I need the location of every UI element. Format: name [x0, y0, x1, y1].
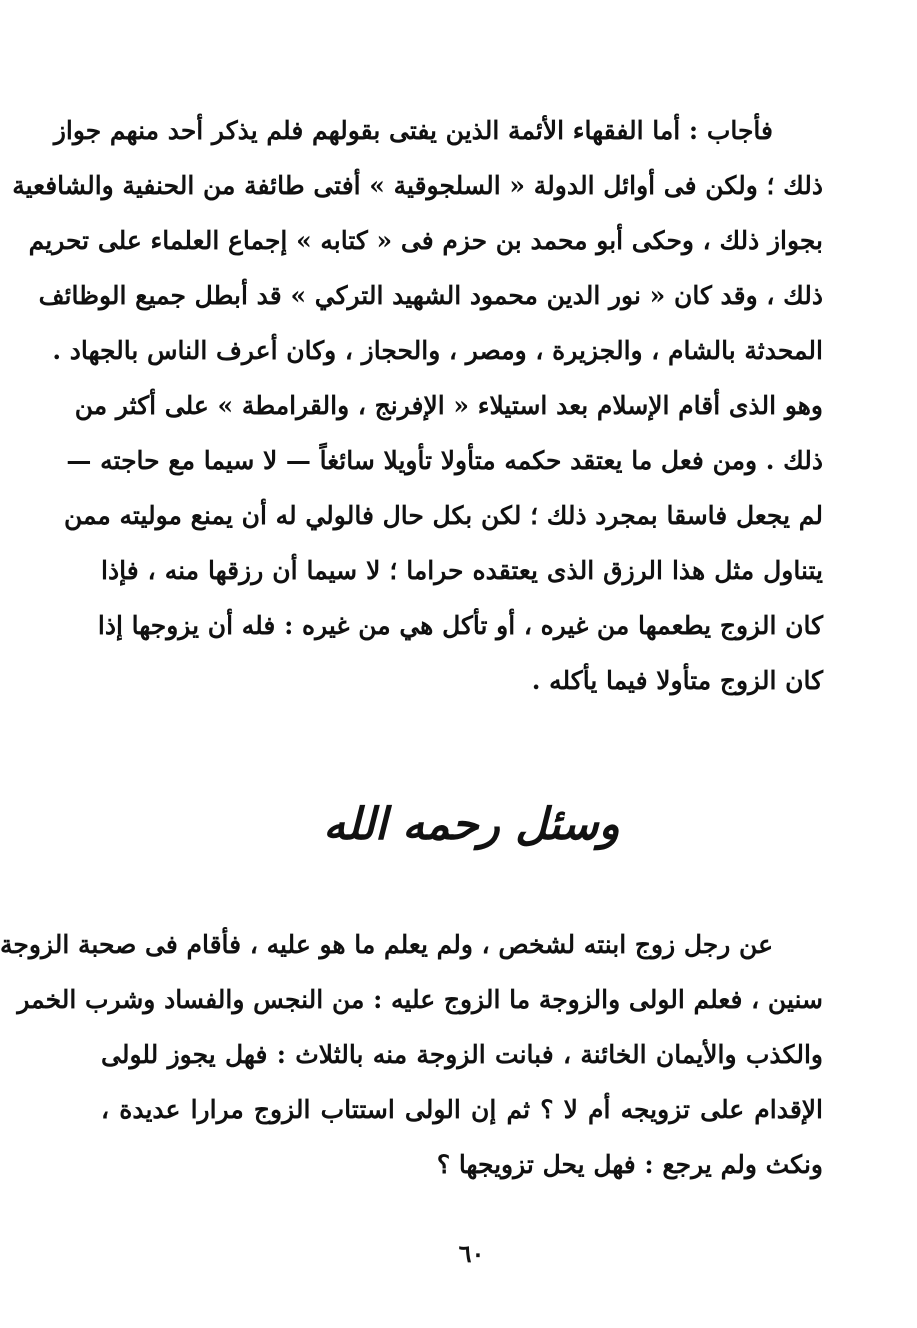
- text-line: يتناول مثل هذا الرزق الذى يعتقده حراما ؛ لا سيما أن رزقها منه ، فإذا: [101, 556, 823, 585]
- text-line: ذلك . ومن فعل ما يعتقد حكمه متأولا تأويلا سائغاً — لا سيما مع حاجته —: [66, 446, 823, 475]
- fatwa-answer-paragraph: [12, 103, 823, 708]
- text-line: المحدثة بالشام ، والجزيرة ، ومصر ، والحجاز ، وكان أعرف الناس بالجهاد .: [52, 336, 823, 365]
- text-line: عن رجل زوج ابنته لشخص ، ولم يعلم ما هو عليه ، فأقام فى صحبة الزوجة: [0, 930, 773, 959]
- text-line: ذلك ؛ ولكن فى أوائل الدولة « السلجوقية » أفتى طائفة من الحنفية والشافعية: [12, 171, 823, 200]
- text-line: ذلك ، وقد كان « نور الدين محمود الشهيد التركي » قد أبطل جميع الوظائف: [38, 281, 823, 310]
- text-line: وهو الذى أقام الإسلام بعد استيلاء « الإفرنج ، والقرامطة » على أكثر من: [74, 391, 823, 420]
- page-number: ٦٠: [458, 1239, 485, 1268]
- text-line: ونكث ولم يرجع : فهل يحل تزويجها ؟: [436, 1150, 823, 1179]
- question-paragraph: [0, 917, 823, 1192]
- text-line: كان الزوج متأولا فيما يأكله .: [531, 666, 823, 695]
- section-heading: وسئل رحمه الله: [323, 799, 620, 850]
- text-line: كان الزوج يطعمها من غيره ، أو تأكل هي من غيره : فله أن يزوجها إذا: [97, 611, 823, 640]
- text-line: والكذب والأيمان الخائنة ، فبانت الزوجة منه بالثلاث : فهل يجوز للولى: [101, 1040, 823, 1069]
- text-line: سنين ، فعلم الولى والزوجة ما الزوج عليه : من النجس والفساد وشرب الخمر: [17, 985, 823, 1014]
- text-line: لم يجعل فاسقا بمجرد ذلك ؛ لكن بكل حال فالولي له أن يمنع موليته ممن: [63, 501, 823, 530]
- text-line: الإقدام على تزويجه أم لا ؟ ثم إن الولى استتاب الزوج مرارا عديدة ،: [101, 1095, 823, 1124]
- text-line: بجواز ذلك ، وحكى أبو محمد بن حزم فى « كتابه » إجماع العلماء على تحريم: [28, 226, 823, 255]
- text-line: فأجاب : أما الفقهاء الأئمة الذين يفتى بقولهم فلم يذكر أحد منهم جواز: [53, 116, 773, 145]
